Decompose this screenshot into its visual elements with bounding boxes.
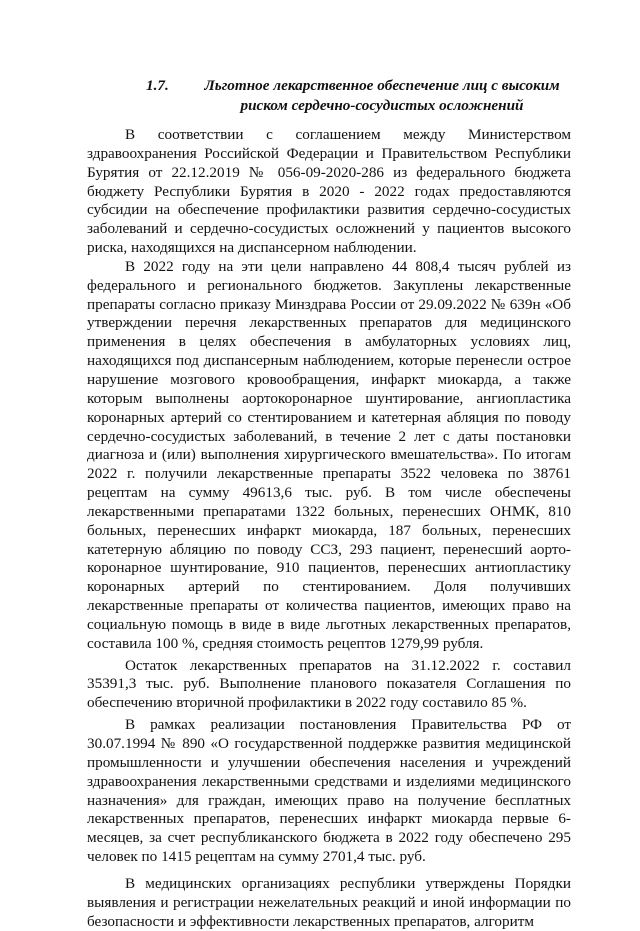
paragraph-decree-890: В рамках реализации постановления Правительства РФ от 30.07.1994 № 890 «О государственной поддержке развития медицинской промышленности и улучшении обеспечения населения и учреждений здравоохранения лекарственными средствами и изделиями медицинского назначения» для граждан, имеющих право на получение бесплатных лекарственных препаратов, перенесших инфаркт миокарда первые 6-месяцев, за счет республиканского бюджета в 2022 году обеспечено 295 человек по 1415 рецептам на сумму 2701,4 тыс. руб. — [87, 716, 571, 866]
section-body — [87, 126, 571, 931]
paragraph-adverse-reactions: В медицинских организациях республики утверждены Порядки выявления и регистрации нежелательных реакций и иной информации по безопасности и эффективности лекарственных препаратов, алгоритм — [87, 874, 571, 930]
paragraph-funding-2022: В 2022 году на эти цели направлено 44 808,4 тысяч рублей из федерального и регионального бюджетов. Закуплены лекарственные препараты согласно приказу Минздрава России от 29.09.2022 № 639н «Об утверждении перечня лекарственных препаратов для медицинского применения в целях обеспечения в амбулаторных условиях лиц, находящихся под диспансерным наблюдением, которые перенесли острое нарушение мозгового кровообращения, инфаркт миокарда, а также которым выполнены аортокоронарное шунтирование, ангиопластика коронарных артерий со стентированием и катетерная абляция по поводу сердечно-сосудистых заболеваний, в течение 2 лет с даты постановки диагноза и (или) выполнения хирургического вмешательства». По итогам 2022 г. получили лекарственные препараты 3522 человека по 38761 рецептам на сумму 49613,6 тыс. руб. В том числе обеспечены лекарственными препаратами 1322 больных, перенесших ОНМК, 810 больных, перенесших инфаркт миокарда, 187 больных, перенесших катетерную абляцию по поводу ССЗ, 293 пациент, перенесший аорто-коронарное шунтирование, 910 пациентов, перенесших антиопластику коронарных артерий по стентированием. Доля получивших лекарственные препараты от количества пациентов, имеющих право на социальную помощь в виде в виде льготных лекарственных препаратов, составила 100 %, средняя стоимость рецептов 1279,99 рубля. — [87, 257, 571, 652]
paragraph-remainder: Остаток лекарственных препаратов на 31.12.2022 г. составил 35391,3 тыс. руб. Выполнение планового показателя Соглашения по обеспечению вторичной профилактики в 2022 году составило 85 %. — [87, 656, 571, 712]
section-number: 1.7. — [146, 77, 169, 94]
paragraph-agreement: В соответствии с соглашением между Министерством здравоохранения Российской Федерации и Правительством Республики Бурятия от 22.12.2019 № 056-09-2020-286 из федерального бюджета бюджету Республики Бурятия в 2020 - 2022 годах предоставляются субсидии на обеспечение профилактики развития сердечно-сосудистых заболеваний и сердечно-сосудистых осложнений у пациентов высокого риска, находящихся на диспансерном наблюдении. — [87, 126, 571, 257]
section-title: Льготное лекарственное обеспечение лиц с высоким риском сердечно-сосудистых осложнений — [204, 77, 560, 114]
